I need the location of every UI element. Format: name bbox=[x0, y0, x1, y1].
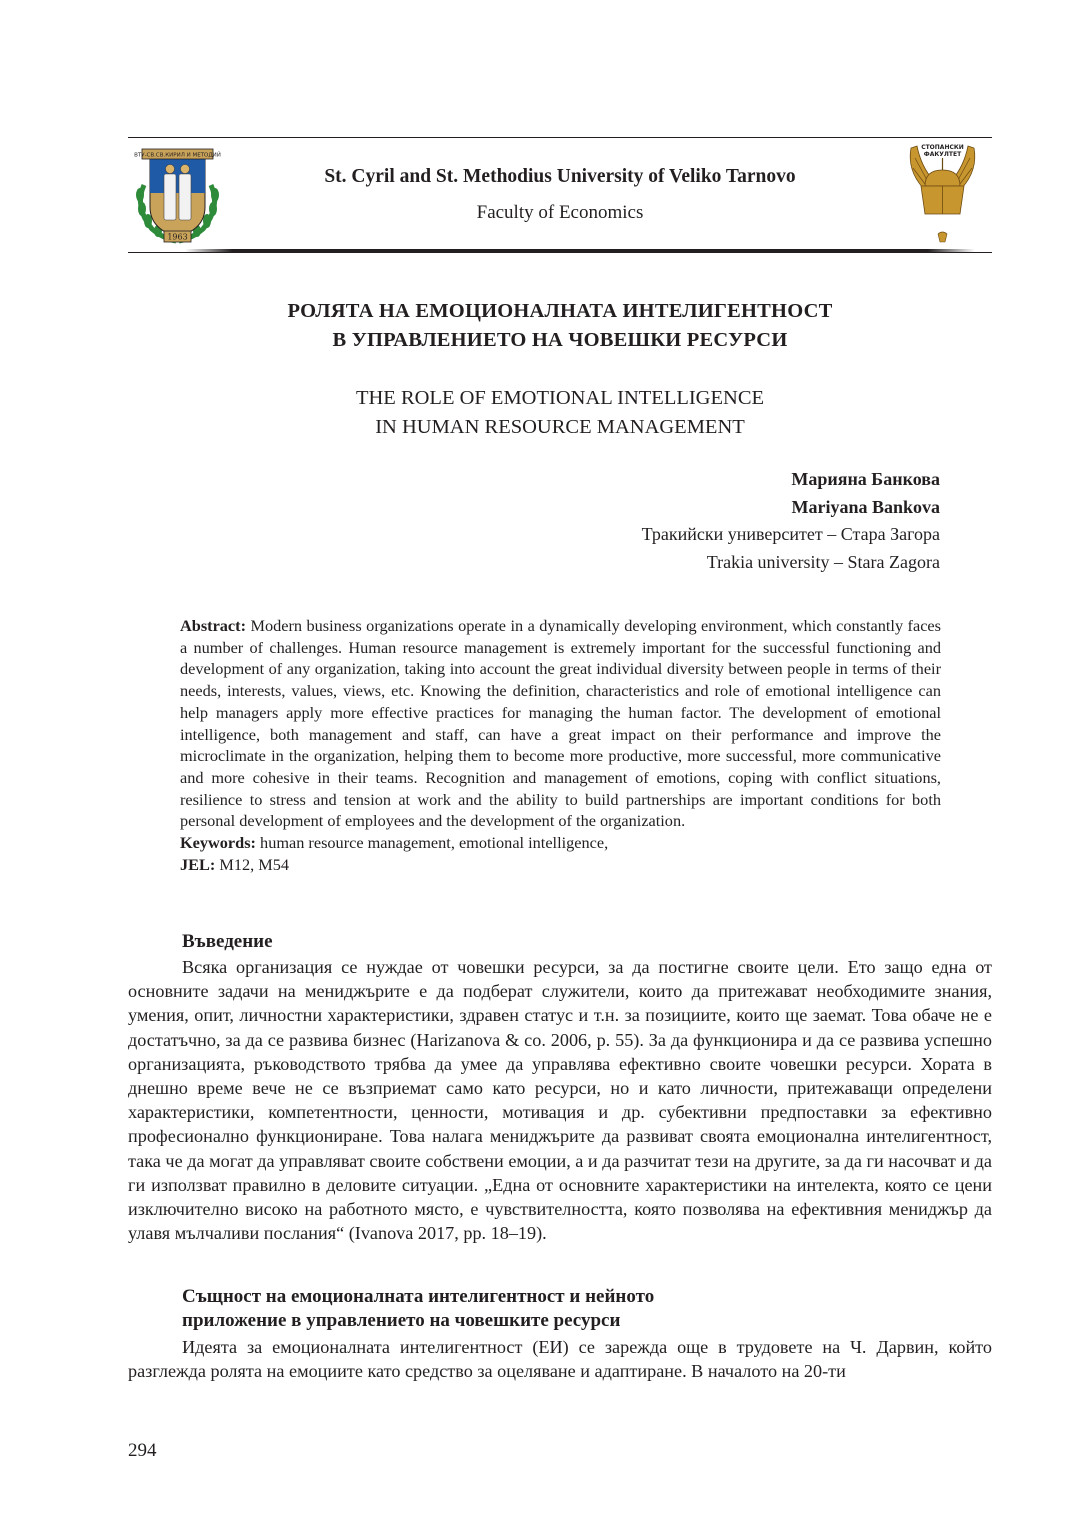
section-heading-introduction: Въведение bbox=[182, 931, 273, 952]
author-block bbox=[642, 466, 940, 576]
svg-text:1963: 1963 bbox=[167, 232, 188, 242]
header-top-rule bbox=[128, 137, 992, 138]
affiliation-bg: Тракийски университет – Стара Загора bbox=[641, 524, 940, 544]
essence-text: Идеята за емоционалната интелигентност (ЕИ) се зарежда още в трудовете на Ч. Дарвин, който разглежда ролята на емоциите като средство за оцеляване и адаптиране. В началото на 20-ти bbox=[128, 1337, 992, 1382]
header-bottom-rule bbox=[128, 252, 992, 253]
essence-heading-line1: Същност на емоционалната интелигентност и нейното bbox=[182, 1286, 655, 1307]
jel-label: JEL: bbox=[180, 854, 216, 874]
title-bg-line1: РОЛЯТА НА ЕМОЦИОНАЛНАТА ИНТЕЛИГЕНТНОСТ bbox=[287, 300, 833, 322]
title-en-line2: IN HUMAN RESOURCE MANAGEMENT bbox=[375, 416, 745, 438]
abstract-paragraph bbox=[180, 615, 941, 832]
svg-text:ВТУ-СВ.СВ.КИРИЛ И МЕТОДИЙ: ВТУ-СВ.СВ.КИРИЛ И МЕТОДИЙ bbox=[134, 152, 221, 159]
section-heading-essence bbox=[182, 1285, 654, 1333]
abstract-text: Modern business organizations operate in a dynamically developing environment, which constantly faces a number of challenges. Human resource management is extremely important for the successful functioning and development of any organization, taking into account the great individual diversity between people in terms of their needs, interests, values, views, etc. Knowing the definition, characteristics and role of emotional intelligence can help managers apply more effective practices for managing the human factor. The development of emotional intelligence, both management and staff, can have a great impact on their performance and improve the microclimate in the organization, helping them to become more productive, more successful, more communicative and more cohesive in their teams. Recognition and management of emotions, coping with conflict situations, resilience to stress and tension at work and the ability to build partnerships are important conditions for both personal development of employees and the development of the organization. bbox=[180, 616, 941, 831]
title-bulgarian bbox=[0, 297, 1080, 355]
affiliation-en: Trakia university – Stara Zagora bbox=[706, 551, 940, 572]
university-name: St. Cyril and St. Methodius University of Veliko Tarnovo bbox=[324, 166, 796, 187]
title-bg-line2: В УПРАВЛЕНИЕТО НА ЧОВЕШКИ РЕСУРСИ bbox=[332, 329, 788, 351]
section-paragraph-introduction bbox=[128, 955, 992, 1245]
abstract-label: Abstract: bbox=[180, 616, 247, 635]
page-number: 294 bbox=[128, 1440, 157, 1461]
university-crest-icon bbox=[130, 145, 225, 245]
keywords-line bbox=[180, 832, 941, 854]
jel-line bbox=[180, 854, 941, 876]
introduction-text: Всяка организация се нуждае от човешки ресурси, за да постигне своите цели. Ето защо една от основните задачи на мениджърите е да подберат служители, които да притежават необходимите знания, умения, опит, личностни характеристики, здравен статус и т.н. за позициите, които ще заемат. Това обаче не е достатъчно, за да се развива бизнес (Harizanova & co. 2006, p. 55). За да функционира и да се развива успешно организацията, ръководството трябва да умее да управлява ефективно своите човешки ресурси. Хората в днешно време вече не се възприемат само като ресурси, но и като личности, притежаващи определени характеристики, компетентности, ценности, мотивация и др. субективни предпоставки за ефективно професионално функциониране. Това налага мениджърите да развиват своята емоционална интелигентност, така че да могат да управляват своите собствени емоции, а и да разчитат тези на другите, за да ги насочват и да ги използват правилно в деловите ситуации. „Една от основните характеристики на интелекта, която се цени изключително високо на работното място, е чувствителността, която позволява на ефективния мениджър да улавя мълчаливи послания“ (Ivanova 2017, pp. 18–19). bbox=[128, 957, 992, 1244]
keywords-text: human resource management, emotional intelligence, bbox=[260, 833, 609, 853]
abstract-block bbox=[180, 615, 941, 875]
title-english bbox=[0, 384, 1080, 442]
author-name-bg: Марияна Банкова bbox=[791, 469, 940, 489]
jel-text: M12, M54 bbox=[219, 854, 290, 874]
essence-heading-line2: приложение в управлението на човешките ресурси bbox=[182, 1310, 621, 1331]
faculty-name: Faculty of Economics bbox=[476, 202, 644, 223]
title-en-line1: THE ROLE OF EMOTIONAL INTELLIGENCE bbox=[355, 387, 765, 409]
faculty-winged-helmet-icon bbox=[905, 140, 980, 248]
svg-text:СТОПАНСКИ: СТОПАНСКИ bbox=[921, 144, 964, 151]
svg-text:ФАКУЛТЕТ: ФАКУЛТЕТ bbox=[923, 151, 962, 158]
keywords-label: Keywords: bbox=[180, 833, 256, 853]
section-paragraph-essence bbox=[128, 1335, 992, 1383]
author-name-en: Mariyana Bankova bbox=[791, 496, 940, 517]
